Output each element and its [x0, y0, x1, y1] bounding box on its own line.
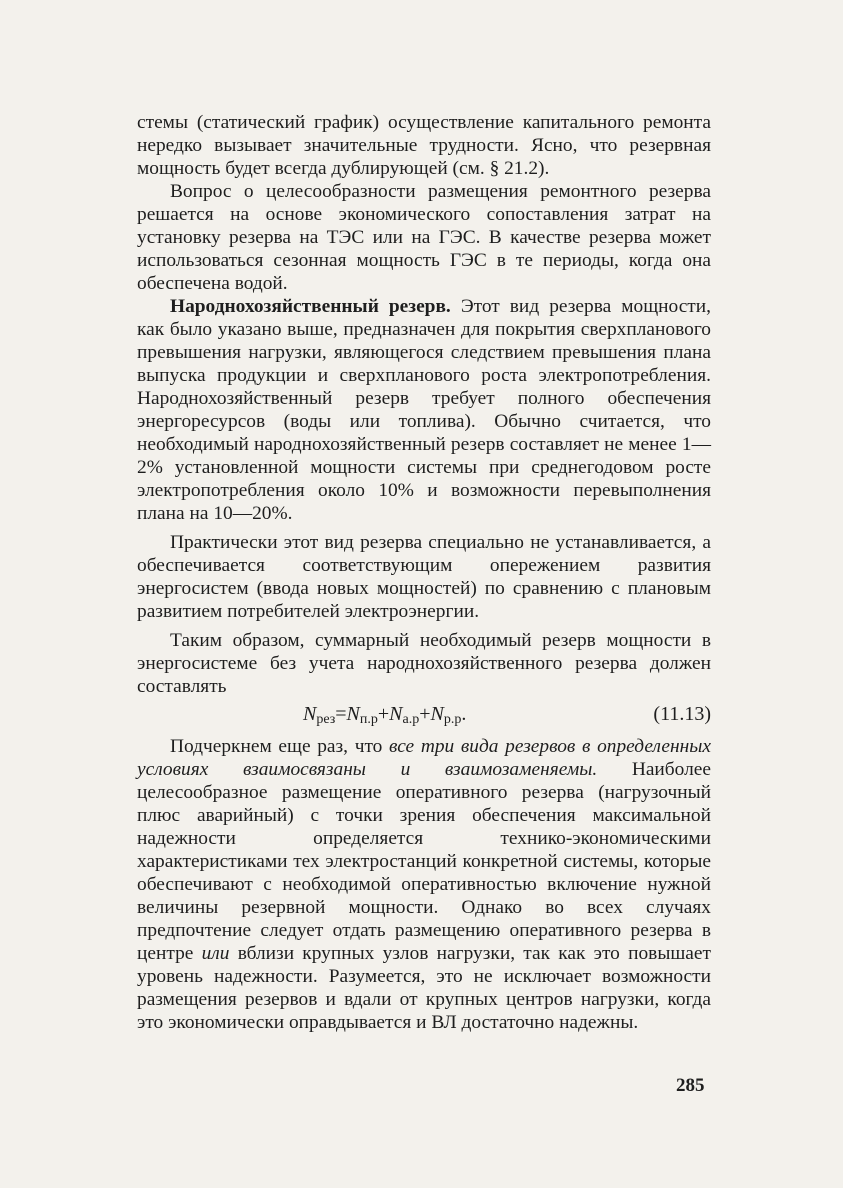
- paragraph-continuation: стемы (статический график) осуществление капитального ремонта нередко вызывает значительные трудности. Ясно, что резервная мощность будет всегда дублирующей (см. § 21.2).: [137, 112, 711, 179]
- equation-number: (11.13): [653, 703, 711, 725]
- paragraph-national-reserve-text: Этот вид резерва мощности, как было указано выше, предназначен для покрытия сверхпланового превышения нагрузки, являющегося следствием превышения плана выпуска продукции и сверхпланового роста электропотребления. Народнохозяйственный резерв требует полного обеспечения энергоресурсов (воды или топлива). Обычно считается, что необходимый народнохозяйственный резерв составляет не менее 1—2% установленной мощности системы при среднегодовом росте электропотребления около 10% и возможности перевыполнения плана на 10—20%.: [137, 296, 711, 524]
- page-number: 285: [676, 1075, 705, 1096]
- section-heading-inline: Народнохозяйственный резерв.: [170, 296, 451, 317]
- emphasis-text: все три вида резервов в определенных условиях взаимосвязаны и взаимозаменяемы.: [137, 736, 712, 780]
- equation-row: [137, 701, 711, 731]
- paragraph-national-reserve: [137, 295, 711, 525]
- paragraph-practical: Практически этот вид резерва специально не устанавливается, а обеспечивается соответствующим опережением развития энергосистем (ввода новых мощностей) по сравнению с плановым развитием потребителей электроэнергии.: [137, 532, 711, 622]
- equation: $N_{рез}=N_{п.р}+N_{а.р}+N_{р.р}$.: [303, 703, 467, 727]
- body-text: [137, 111, 711, 1034]
- paragraph-summary: Таким образом, суммарный необходимый резерв мощности в энергосистеме без учета народнохозяйственного резерва должен составлять: [137, 630, 711, 697]
- emphasis-or: или: [201, 943, 230, 964]
- paragraph-conclusion: Подчеркнем еще раз, что все три вида резервов в определенных условиях взаимосвязаны и взаимозаменяемы. Наиболее целесообразное размещение оперативного резерва (нагрузочный плюс аварийный) с точки зрения обеспечения максимальной надежности определяется технико-экономическими характеристиками тех электростанций конкретной системы, которые обеспечивают с необходимой оперативностью включение нужной величины резервной мощности. Однако во всех случаях предпочтение следует отдать размещению оперативного резерва в центре или вблизи крупных узлов нагрузки, так как это повышает уровень надежности. Разумеется, это не исключает возможности размещения резервов и вдали от крупных центров нагрузки, когда это экономически оправдывается и ВЛ достаточно надежны.: [137, 736, 712, 1033]
- paragraph-repair-reserve: Вопрос о целесообразности размещения ремонтного резерва решается на основе экономического сопоставления затрат на установку резерва на ТЭС или на ГЭС. В качестве резерва может использоваться сезонная мощность ГЭС в те периоды, когда она обеспечена водой.: [137, 181, 711, 294]
